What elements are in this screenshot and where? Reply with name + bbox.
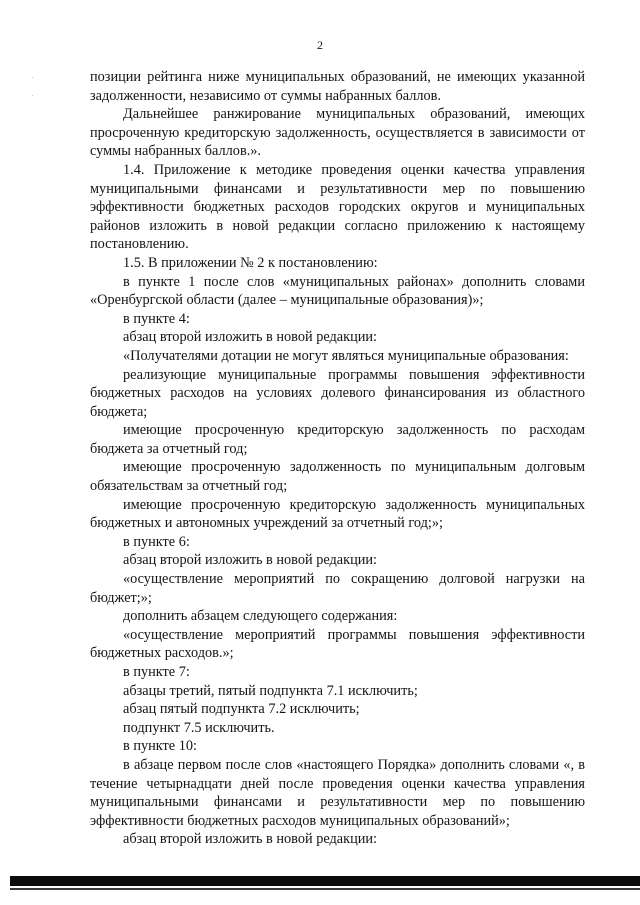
paragraph: в пункте 7: — [123, 664, 190, 680]
paragraph: абзац второй изложить в новой редакции: — [123, 552, 378, 569]
paragraph: абзацы третий, пятый подпункта 7.1 исключить; — [123, 682, 418, 699]
paragraph: подпункт 7.5 исключить. — [123, 719, 275, 736]
paragraph: «осуществление мероприятий по сокращению долговой нагрузки на бюджет;»; — [90, 571, 585, 606]
paragraph: позиции рейтинга ниже муниципальных образований, не имеющих указанной задолженности, независимо от суммы набранных баллов. — [90, 69, 585, 104]
paragraph: реализующие муниципальные программы повышения эффективности бюджетных расходов на условиях долевого финансирования из областного бюджета; — [90, 366, 585, 420]
paragraph: в пункте 1 после слов «муниципальных районах» дополнить словами «Оренбургской области (далее – муниципальные образования)»; — [90, 273, 585, 309]
scan-edge-line — [10, 888, 640, 890]
paragraph: 1.4. Приложение к методике проведения оценки качества управления муниципальными финансами и результативности мер по повышению эффективности бюджетных расходов городских округов и муниципальных районов изложить в новой редакции согласно приложению к настоящему постановлению. — [90, 161, 585, 253]
paragraph: 1.5. В приложении № 2 к постановлению: — [123, 254, 378, 271]
page-number: 2 — [317, 38, 323, 52]
scan-artifact — [32, 95, 33, 96]
paragraph: абзац пятый подпункта 7.2 исключить; — [123, 701, 360, 718]
paragraph: дополнить абзацем следующего содержания: — [123, 608, 398, 625]
paragraph: в пункте 6: — [123, 533, 190, 550]
document-body — [90, 68, 585, 849]
paragraph: «Получателями дотации не могут являться муниципальные образования: — [123, 347, 569, 364]
paragraph: в пункте 4: — [123, 310, 190, 327]
paragraph: имеющие просроченную задолженность по муниципальным долговым обязательствам за отчетный год; — [90, 459, 585, 495]
paragraph: имеющие просроченную кредиторскую задолженность муниципальных бюджетных и автономных учреждений за отчетный год;»; — [90, 496, 585, 532]
paragraph: «осуществление мероприятий программы повышения эффективности бюджетных расходов.»; — [90, 626, 585, 662]
paragraph: абзац второй изложить в новой редакции: — [123, 329, 378, 346]
paragraph: абзац второй изложить в новой редакции: — [123, 831, 378, 848]
scan-artifact — [32, 77, 33, 78]
paragraph: Дальнейшее ранжирование муниципальных образований, имеющих просроченную кредиторскую задолженность, осуществляется в зависимости от суммы набранных баллов.». — [90, 106, 585, 160]
paragraph: имеющие просроченную кредиторскую задолженность по расходам бюджета за отчетный год; — [90, 422, 585, 457]
paragraph: в пункте 10: — [123, 738, 197, 755]
scan-edge-bar — [10, 876, 640, 886]
paragraph: в абзаце первом после слов «настоящего Порядка» дополнить словами «, в течение четырнадцати дней после проведения оценки качества управления муниципальными финансами и результативности мер по повышению эффективности бюджетных расходов муниципальных образований»; — [90, 756, 585, 829]
